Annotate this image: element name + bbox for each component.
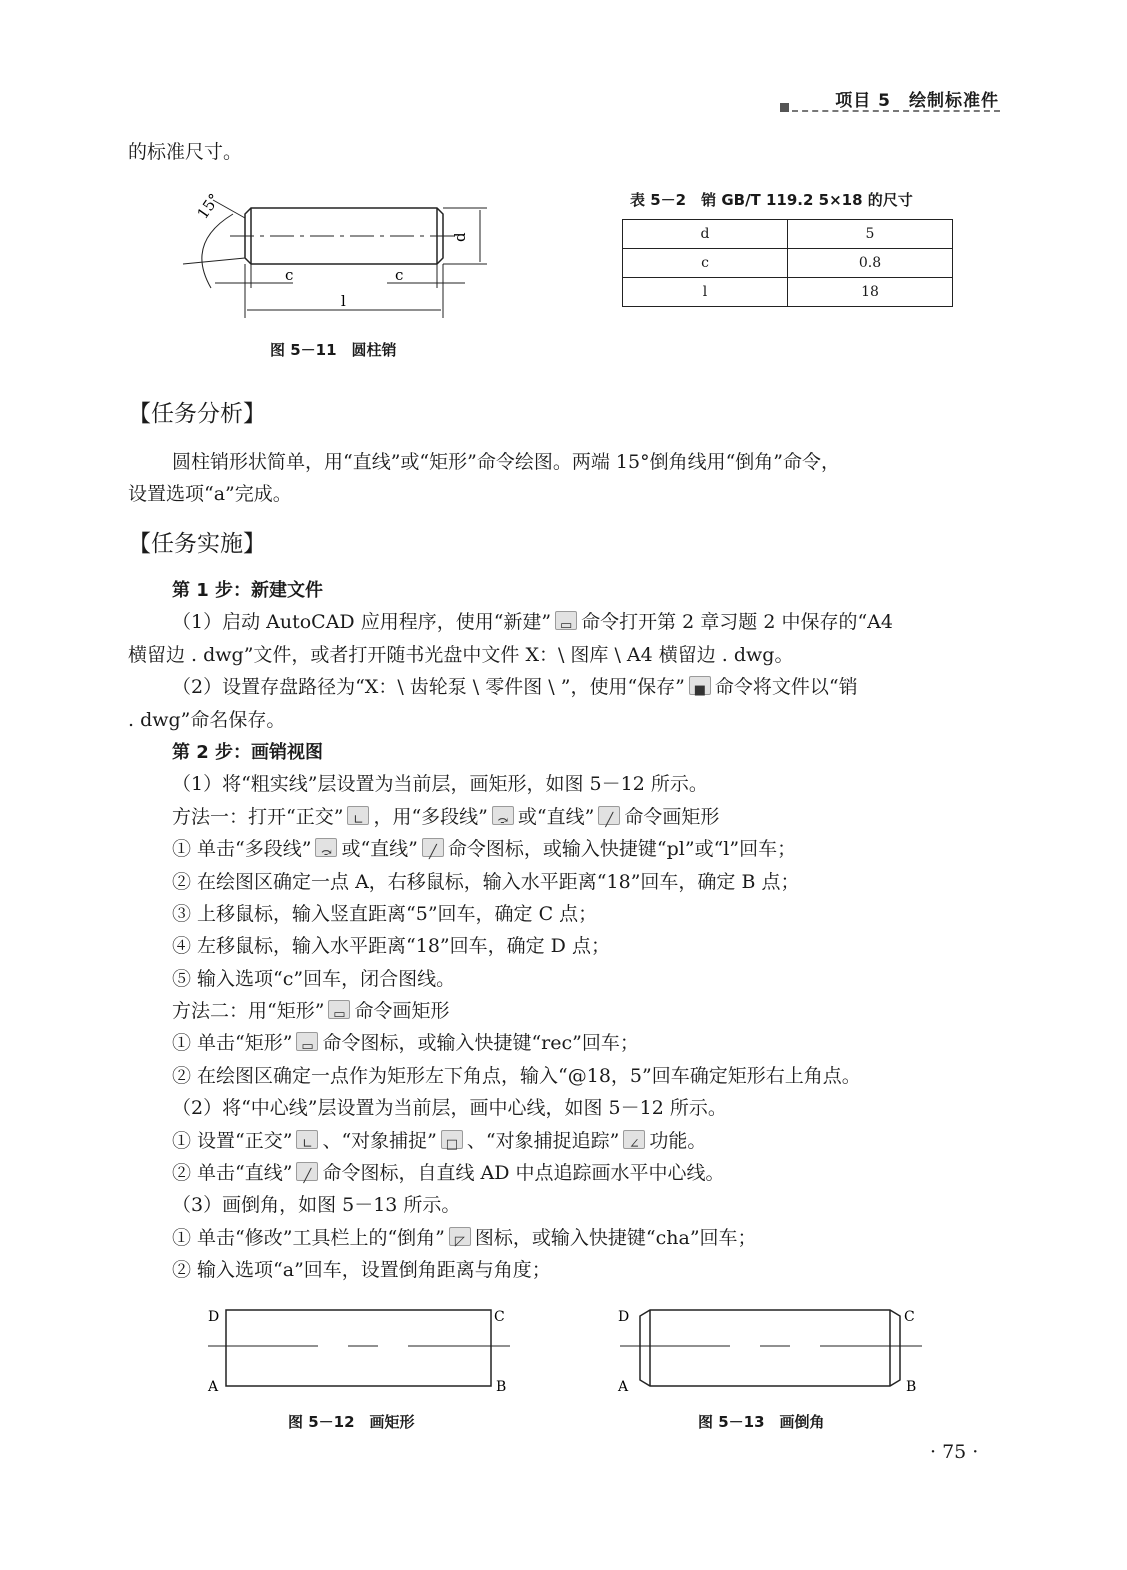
new-icon — [555, 611, 577, 630]
line-icon — [598, 806, 620, 825]
line-icon — [296, 1162, 318, 1181]
centerline-step1-a: ① 设置“正交” — [172, 1129, 293, 1152]
chamfer-step1-a: ① 单击“修改”工具栏上的“倒角” — [172, 1226, 445, 1249]
fig-5-11-c-right: c — [395, 266, 404, 284]
fig-5-11-angle: 15° — [193, 190, 224, 223]
step1-p1b: 横留边 . dwg”文件，或者打开随书光盘中文件 X：\ 图库 \ A4 横留边 . dwg。 — [128, 643, 794, 666]
table-5-2-title: 表 5－2 销 GB/T 119.2 5×18 的尺寸 — [630, 191, 913, 209]
method1-step5: ⑤ 输入选项“c”回车，闭合图线。 — [172, 967, 456, 990]
table-cell: 0.8 — [788, 249, 953, 278]
table-cell: l — [623, 278, 788, 307]
running-header: 项目 5 绘制标准件 — [835, 91, 999, 111]
point-d-label: D — [208, 1309, 220, 1325]
save-icon — [689, 676, 711, 695]
object-snap-icon — [441, 1130, 463, 1149]
point-a-label: A — [208, 1379, 219, 1395]
intro-text: 的标准尺寸。 — [128, 141, 243, 163]
centerline-step1-c: 、“对象捕捉追踪” — [466, 1129, 620, 1152]
chamfer-step1-b: 图标，或输入快捷键“cha”回车； — [474, 1226, 757, 1249]
centerline-step1-b: 、“对象捕捉” — [322, 1129, 437, 1152]
polyline-icon — [492, 806, 514, 825]
table-row — [623, 278, 953, 307]
figure-5-12-drawing — [200, 1300, 520, 1400]
rectangle-shape — [226, 1310, 491, 1386]
method1-d: 命令画矩形 — [624, 805, 720, 828]
method1-step1-b: 或“直线” — [341, 838, 418, 861]
method1-step1-a: ① 单击“多段线” — [172, 838, 312, 861]
method1-step2: ② 在绘图区确定一点 A，右移鼠标，输入水平距离“18”回车，确定 B 点； — [172, 870, 800, 893]
centerline-step2-b: 命令图标，自直线 AD 中点追踪画水平中心线。 — [322, 1162, 725, 1185]
point-b-label: B — [906, 1379, 917, 1395]
step2-l1: （1）将“粗实线”层设置为当前层，画矩形，如图 5－12 所示。 — [172, 773, 708, 796]
method1-step1-c: 命令图标，或输入快捷键“pl”或“l”回车； — [447, 838, 797, 861]
method1-step3: ③ 上移鼠标，输入竖直距离“5”回车，确定 C 点； — [172, 902, 598, 925]
fig-5-11-d: d — [451, 232, 469, 242]
point-d-label: D — [618, 1309, 630, 1325]
line-icon — [422, 838, 444, 857]
section-heading-analysis: 【任务分析】 — [128, 401, 266, 427]
table-5-2 — [622, 219, 953, 307]
analysis-line-2: 设置选项“a”完成。 — [128, 483, 292, 505]
chamfer-step2: ② 输入选项“a”回车，设置倒角距离与角度； — [172, 1259, 551, 1282]
method2-b: 命令画矩形 — [354, 1000, 450, 1023]
point-c-label: C — [494, 1309, 505, 1325]
method2-a: 方法二：用“矩形” — [172, 1000, 325, 1023]
step-1-title: 第 1 步：新建文件 — [172, 580, 324, 601]
method1-step4: ④ 左移鼠标，输入水平距离“18”回车，确定 D 点； — [172, 935, 610, 958]
step2-l3: （3）画倒角，如图 5－13 所示。 — [172, 1194, 461, 1217]
step-2-title: 第 2 步：画销视图 — [172, 741, 324, 763]
centerline-step2-a: ② 单击“直线” — [172, 1162, 293, 1185]
table-row — [623, 249, 953, 278]
fig-5-11-l: l — [341, 292, 346, 310]
point-c-label: C — [904, 1309, 915, 1325]
centerline-step1-d: 功能。 — [649, 1129, 707, 1152]
point-b-label: B — [496, 1379, 507, 1395]
step1-p2a-pre: （2）设置存盘路径为“X：\ 齿轮泵 \ 零件图 \ ”，使用“保存” — [172, 676, 685, 699]
step1-p1a-pre: （1）启动 AutoCAD 应用程序，使用“新建” — [172, 611, 552, 634]
angle-arc — [202, 214, 233, 288]
table-cell: 18 — [788, 278, 953, 307]
point-a-label: A — [618, 1379, 629, 1395]
rectangle-icon — [296, 1032, 318, 1051]
table-row — [623, 220, 953, 249]
chamfer-icon — [449, 1227, 471, 1246]
method2-step1-b: 命令图标，或输入快捷键“rec”回车； — [322, 1032, 639, 1055]
chamfered-shape — [640, 1310, 900, 1386]
ortho-icon — [347, 806, 369, 825]
method1-c: 或“直线” — [517, 805, 595, 828]
step1-p1a-post: 命令打开第 2 章习题 2 中保存的“A4 — [581, 611, 893, 634]
step2-l2: （2）将“中心线”层设置为当前层，画中心线，如图 5－12 所示。 — [172, 1097, 727, 1120]
figure-5-12-caption: 图 5－12 画矩形 — [288, 1413, 415, 1431]
figure-5-11-caption: 图 5－11 圆柱销 — [270, 341, 397, 359]
rectangle-icon — [328, 1000, 350, 1019]
analysis-line-1: 圆柱销形状简单，用“直线”或“矩形”命令绘图。两端 15°倒角线用“倒角”命令， — [172, 451, 840, 473]
implementation-body — [128, 574, 1008, 1287]
header-rule — [780, 103, 1000, 111]
table-cell: d — [623, 220, 788, 249]
step1-p2a-post: 命令将文件以“销 — [714, 676, 858, 699]
ortho-icon — [296, 1130, 318, 1149]
figure-5-13-caption: 图 5－13 画倒角 — [698, 1413, 825, 1431]
method1-a: 方法一：打开“正交” — [172, 805, 344, 828]
section-heading-impl: 【任务实施】 — [128, 531, 266, 557]
page-number: · 75 · — [930, 1441, 979, 1463]
figure-5-11-drawing — [175, 188, 495, 328]
polyline-icon — [315, 838, 337, 857]
figure-5-13-drawing — [610, 1300, 930, 1400]
snap-tracking-icon — [623, 1130, 645, 1149]
table-cell: c — [623, 249, 788, 278]
step1-p2b: . dwg”命名保存。 — [128, 708, 286, 731]
method1-b: ，用“多段线” — [373, 805, 488, 828]
fig-5-11-c-left: c — [285, 266, 294, 284]
method2-step1-a: ① 单击“矩形” — [172, 1032, 293, 1055]
table-cell: 5 — [788, 220, 953, 249]
method2-step2: ② 在绘图区确定一点作为矩形左下角点，输入“@18，5”回车确定矩形右上角点。 — [172, 1064, 861, 1087]
